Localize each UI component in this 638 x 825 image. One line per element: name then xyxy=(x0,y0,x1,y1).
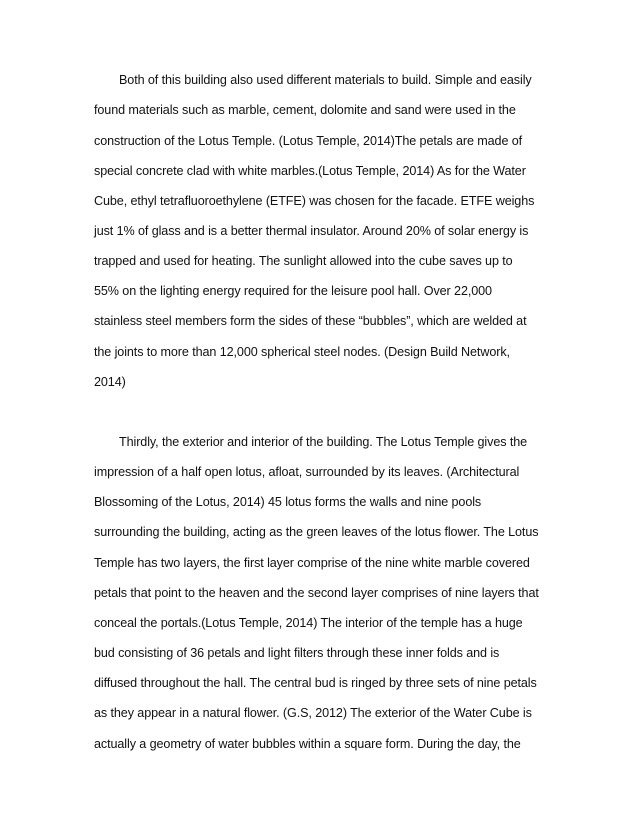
paragraph-1-line-11: 2014) xyxy=(94,375,126,389)
paragraph-2-line-9: diffused throughout the hall. The central bud is ringed by three sets of nine petals xyxy=(94,676,537,690)
paragraph-2-line-7: conceal the portals.(Lotus Temple, 2014) The interior of the temple has a huge xyxy=(94,616,523,630)
paragraph-1-line-7: trapped and used for heating. The sunlight allowed into the cube saves up to xyxy=(94,254,513,268)
paragraph-2-line-4: surrounding the building, acting as the green leaves of the lotus flower. The Lotus xyxy=(94,525,539,539)
paragraph-2-line-11: actually a geometry of water bubbles within a square form. During the day, the xyxy=(94,737,521,751)
paragraph-1-line-3: construction of the Lotus Temple. (Lotus Temple, 2014)The petals are made of xyxy=(94,134,523,148)
paragraph-1-line-9: stainless steel members form the sides of these “bubbles”, which are welded at xyxy=(94,314,527,328)
paragraph-2-line-3: Blossoming of the Lotus, 2014) 45 lotus forms the walls and nine pools xyxy=(94,495,482,509)
paragraph-2-line-8: bud consisting of 36 petals and light filters through these inner folds and is xyxy=(94,646,500,660)
paragraph-1-line-4: special concrete clad with white marbles.(Lotus Temple, 2014) As for the Water xyxy=(94,164,526,178)
paragraph-2-line-5: Temple has two layers, the first layer comprise of the nine white marble covered xyxy=(94,556,530,570)
paragraph-2-line-1: Thirdly, the exterior and interior of the building. The Lotus Temple gives the xyxy=(119,435,528,449)
paragraph-1-line-2: found materials such as marble, cement, dolomite and sand were used in the xyxy=(94,103,516,117)
paragraph-1-line-6: just 1% of glass and is a better thermal insulator. Around 20% of solar energy is xyxy=(94,224,529,238)
paragraph-2-line-6: petals that point to the heaven and the second layer comprises of nine layers that xyxy=(94,586,539,600)
paragraph-1-line-10: the joints to more than 12,000 spherical steel nodes. (Design Build Network, xyxy=(94,345,510,359)
paragraph-2-line-2: impression of a half open lotus, afloat, surrounded by its leaves. (Architectural xyxy=(94,465,520,479)
paragraph-1-line-1: Both of this building also used different materials to build. Simple and easily xyxy=(119,73,532,87)
paragraph-2-line-10: as they appear in a natural flower. (G.S, 2012) The exterior of the Water Cube is xyxy=(94,706,532,720)
paragraph-1-line-5: Cube, ethyl tetrafluoroethylene (ETFE) was chosen for the facade. ETFE weighs xyxy=(94,194,535,208)
paragraph-1-line-8: 55% on the lighting energy required for the leisure pool hall. Over 22,000 xyxy=(94,284,492,298)
